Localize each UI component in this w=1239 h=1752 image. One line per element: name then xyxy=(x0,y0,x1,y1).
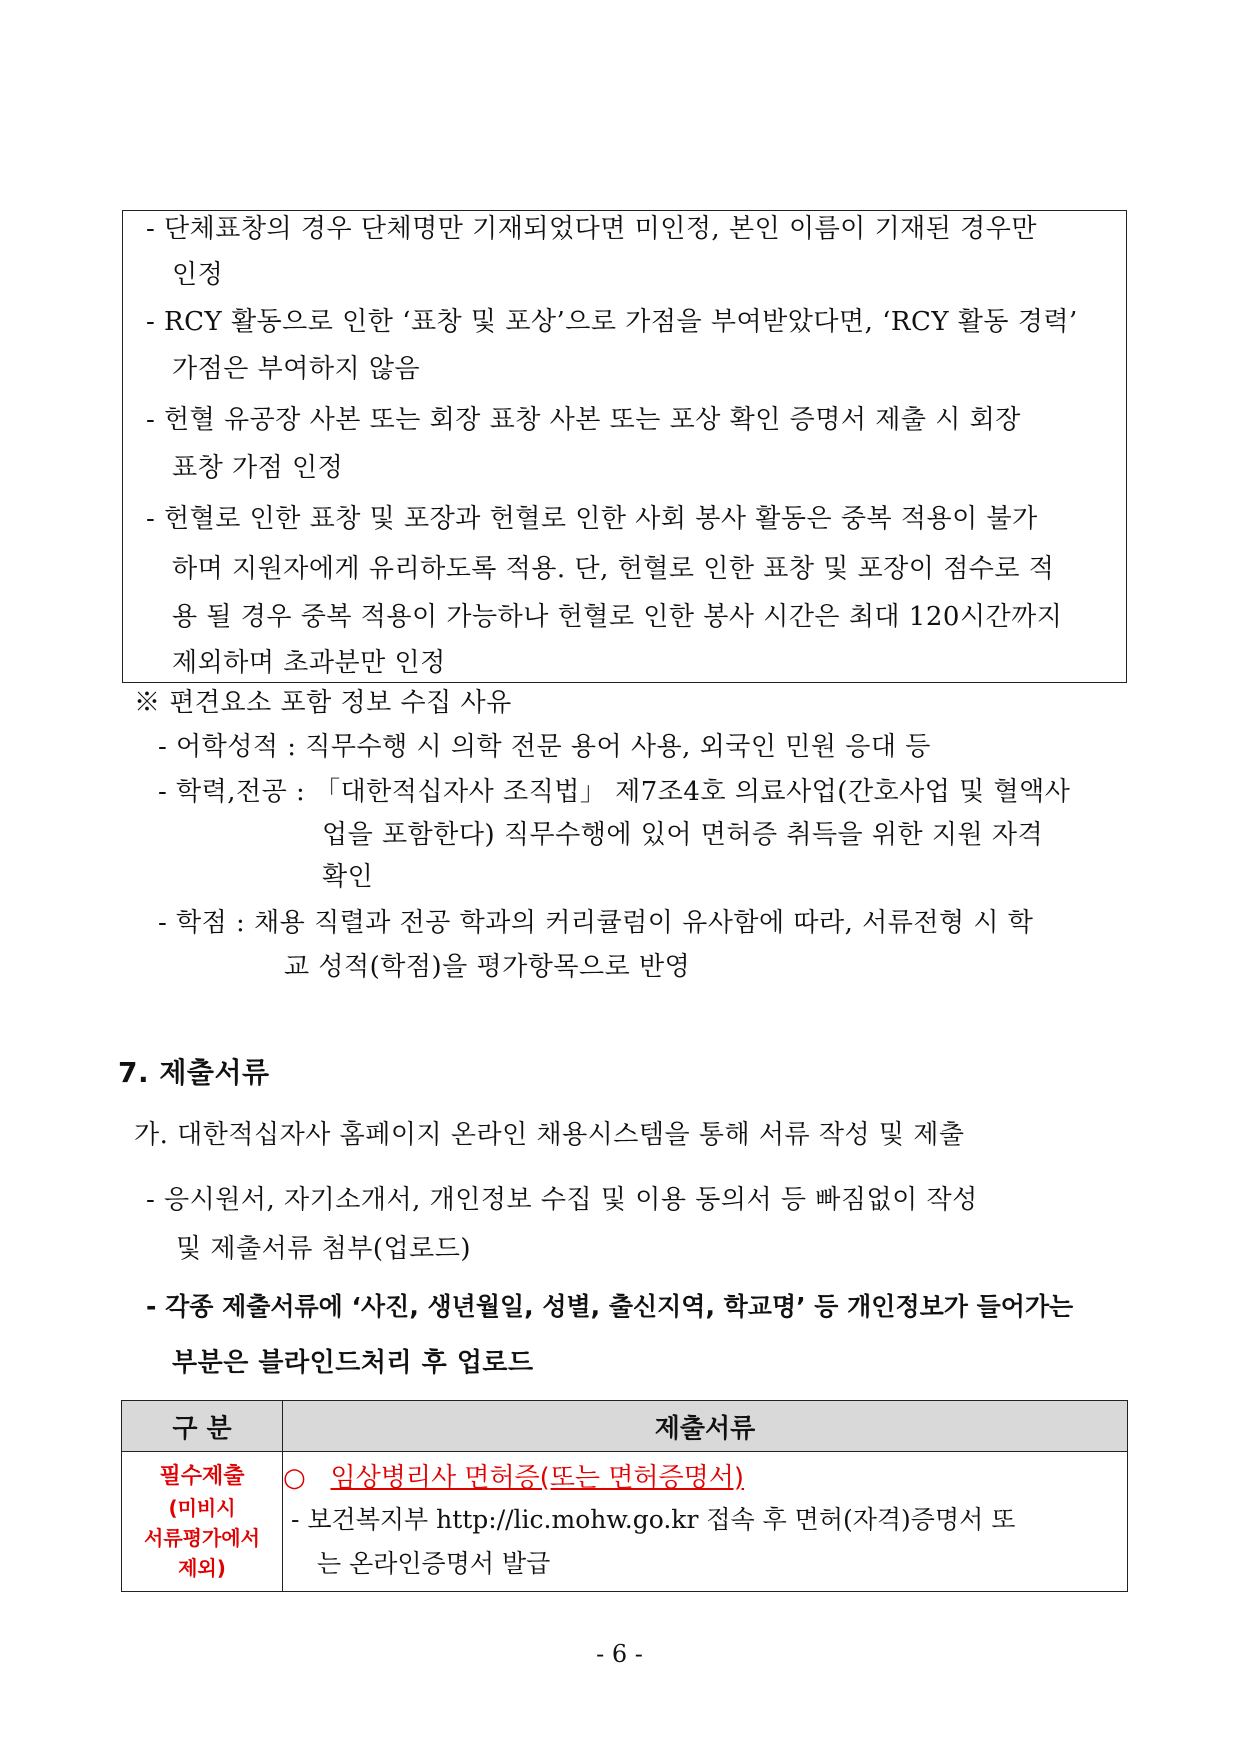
header-category: 구 분 xyxy=(122,1401,283,1452)
note-line-6: 교 성적(학점)을 평가항목으로 반영 xyxy=(284,952,691,982)
document-title xyxy=(283,1458,1127,1498)
header-documents: 제출서류 xyxy=(283,1401,1128,1452)
bullet2-line1: - 각종 제출서류에 ‘사진, 생년월일, 성별, 출신지역, 학교명’ 등 개인정보가 들어가는 xyxy=(146,1292,1074,1321)
category-main: 필수제출 xyxy=(159,1463,245,1489)
documents-cell xyxy=(283,1452,1128,1592)
category-sub-2: 서류평가에서 xyxy=(144,1525,260,1550)
table-row xyxy=(122,1452,1128,1592)
box-line-6: 표창 가점 인정 xyxy=(172,453,344,483)
note-title: ※ 편견요소 포함 정보 수집 사유 xyxy=(134,688,512,718)
documents-table xyxy=(121,1400,1128,1592)
note-line-5: - 학점 : 채용 직렬과 전공 학과의 커리큘럼이 유사함에 따라, 서류전형 시 학 xyxy=(158,908,1034,938)
box-line-5: - 헌혈 유공장 사본 또는 회장 표창 사본 또는 포상 확인 증명서 제출 시 회장 xyxy=(146,405,1021,435)
note-line-2: - 학력,전공 : 「대한적십자사 조직법」 제7조4호 의료사업(간호사업 및 혈액사 xyxy=(158,777,1071,807)
bullet1-line2: 및 제출서류 첨부(업로드) xyxy=(176,1234,471,1264)
box-line-4: 가점은 부여하지 않음 xyxy=(172,354,421,384)
note-line-3: 업을 포함한다) 직무수행에 있어 면허증 취득을 위한 지원 자격 xyxy=(322,820,1044,850)
circle-bullet-icon: ○ xyxy=(283,1462,306,1493)
box-line-1: - 단체표창의 경우 단체명만 기재되었다면 미인정, 본인 이름이 기재된 경우만 xyxy=(146,214,1038,244)
bullet1-line1: - 응시원서, 자기소개서, 개인정보 수집 및 이용 동의서 등 빠짐없이 작성 xyxy=(146,1185,978,1215)
bullet2-line2: 부분은 블라인드처리 후 업로드 xyxy=(172,1348,534,1378)
box-line-8: 하며 지원자에게 유리하도록 적용. 단, 헌혈로 인한 표창 및 포장이 점수로 적 xyxy=(172,554,1055,584)
table-header-row xyxy=(122,1401,1128,1452)
box-line-2: 인정 xyxy=(172,260,224,290)
section-heading: 7. 제출서류 xyxy=(118,1056,270,1089)
box-line-7: - 헌혈로 인한 표창 및 포장과 헌혈로 인한 사회 봉사 활동은 중복 적용이 불가 xyxy=(146,504,1038,534)
document-line-1: - 보건복지부 http://lic.mohw.go.kr 접속 후 면허(자격)증명서 또 xyxy=(291,1504,1016,1534)
category-sub-3: 제외) xyxy=(178,1555,226,1580)
note-line-1: - 어학성적 : 직무수행 시 의학 전문 용어 사용, 외국인 민원 응대 등 xyxy=(158,732,931,762)
note-line-4: 확인 xyxy=(322,862,374,892)
box-line-9: 용 될 경우 중복 적용이 가능하나 헌혈로 인한 봉사 시간은 최대 120시간까지 xyxy=(172,602,1063,632)
category-sub-1: (미비시 xyxy=(168,1495,236,1520)
section-sub-a: 가. 대한적십자사 홈페이지 온라인 채용시스템을 통해 서류 작성 및 제출 xyxy=(134,1120,965,1150)
box-line-10: 제외하며 초과분만 인정 xyxy=(172,648,446,678)
page-number: - 6 - xyxy=(596,1640,643,1668)
box-line-3: - RCY 활동으로 인한 ‘표창 및 포상’으로 가점을 부여받았다면, ‘RCY 활동 경력’ xyxy=(146,307,1078,337)
document-line-2: 는 온라인증명서 발급 xyxy=(317,1548,551,1578)
category-cell xyxy=(122,1452,283,1592)
document-title-text: 임상병리사 면허증(또는 면허증명서) xyxy=(330,1462,745,1493)
